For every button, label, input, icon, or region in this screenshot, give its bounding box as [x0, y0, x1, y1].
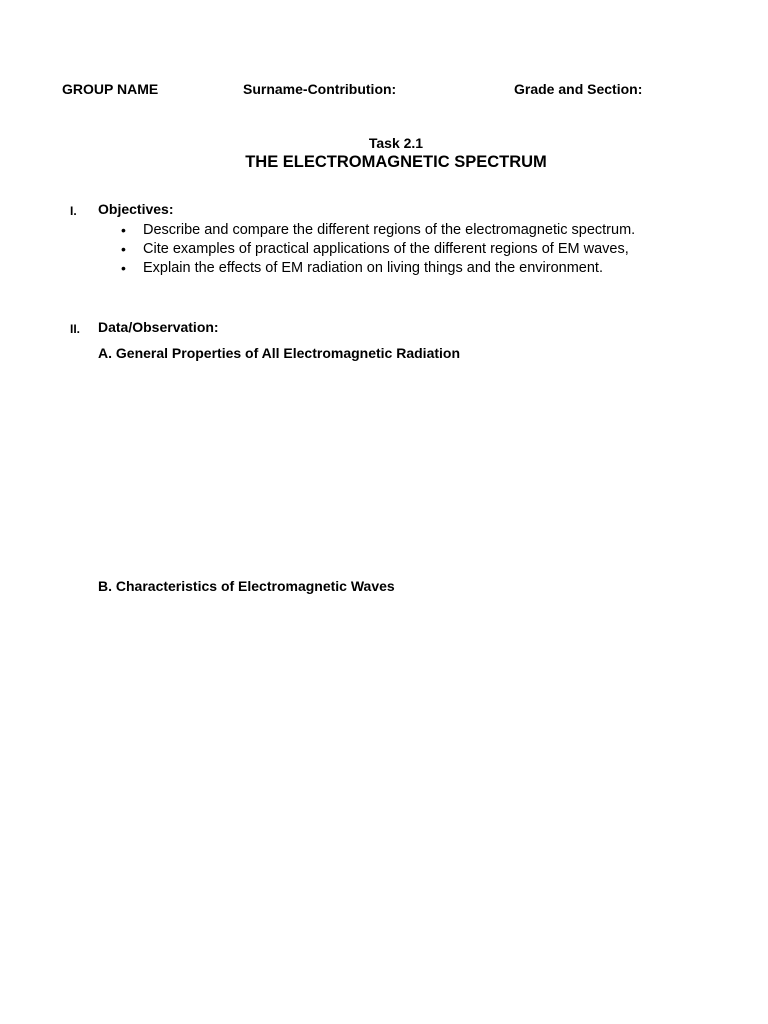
section-numeral-data: II.	[70, 322, 81, 336]
objective-text: Cite examples of practical applications of the different regions of EM waves,	[143, 241, 629, 257]
objective-text: Describe and compare the different regions of the electromagnetic spectrum.	[143, 222, 636, 238]
objective-item	[121, 259, 635, 278]
bullet-icon: •	[121, 241, 126, 257]
bullet-icon: •	[121, 260, 126, 276]
section-numeral-objectives: I.	[70, 204, 77, 218]
objective-item	[121, 221, 635, 240]
grade-section-label: Grade and Section:	[514, 81, 643, 97]
surname-contribution-label: Surname-Contribution:	[243, 81, 397, 97]
bullet-icon: •	[121, 222, 126, 238]
task-number: Task 2.1	[368, 135, 424, 151]
page-title: THE ELECTROMAGNETIC SPECTRUM	[245, 153, 547, 171]
subsection-b-heading: B. Characteristics of Electromagnetic Waves	[98, 578, 395, 594]
objective-item	[121, 240, 635, 259]
objectives-list	[121, 221, 635, 278]
objective-text: Explain the effects of EM radiation on living things and the environment.	[143, 260, 603, 276]
objectives-heading: Objectives:	[98, 201, 174, 217]
subsection-a-heading: A. General Properties of All Electromagnetic Radiation	[98, 345, 461, 361]
group-name-label: GROUP NAME	[62, 81, 159, 97]
data-observation-heading: Data/Observation:	[98, 319, 219, 335]
